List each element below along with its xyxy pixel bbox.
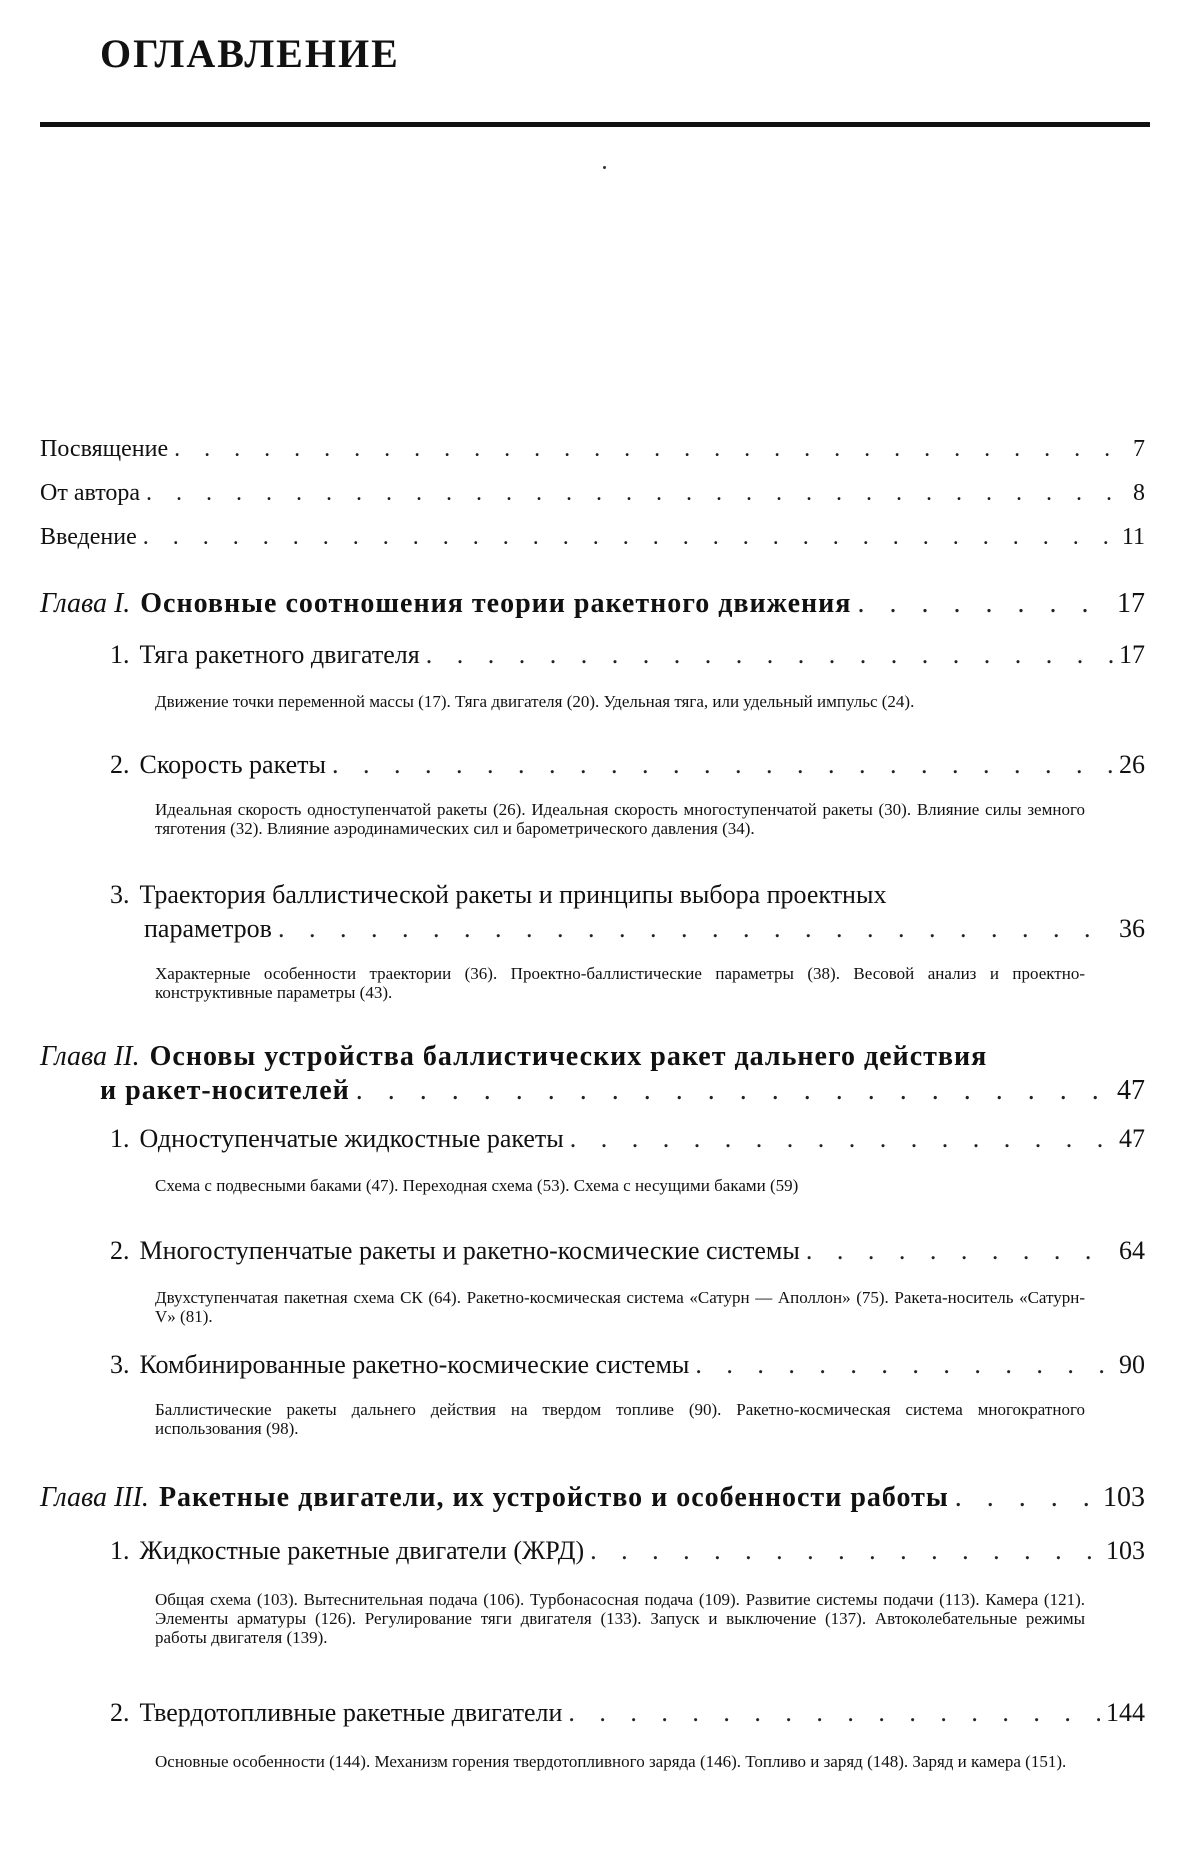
section-page: 26 (1119, 750, 1145, 779)
section-description: Схема с подвесными баками (47). Переходная схема (53). Схема с несущими баками (59) (155, 1176, 799, 1195)
leader-dots (143, 524, 1116, 551)
section-number: 2. (110, 750, 130, 779)
section-page: 103 (1106, 1536, 1145, 1565)
section-title-line1: Траектория баллистической ракеты и принципы выбора проектных (139, 880, 887, 909)
section-page: 90 (1119, 1350, 1145, 1379)
toc-section-1-2[interactable] (110, 750, 1145, 780)
toc-entry-dedication[interactable] (40, 436, 1145, 463)
section-title: Многоступенчатые ракеты и ракетно-космические системы (139, 1236, 800, 1265)
leader-dots (146, 480, 1127, 507)
section-description: Баллистические ракеты дальнего действия на твердом топливе (90). Ракетно-космическая система многократного использования (98). (155, 1400, 1085, 1438)
section-number: 1. (110, 1124, 130, 1153)
chapter-title-line2: и ракет-носителей (100, 1075, 350, 1106)
leader-dots (426, 640, 1113, 670)
leader-dots (278, 912, 1113, 946)
chapter-prefix: Глава II. (40, 1041, 140, 1072)
leader-dots (570, 1124, 1113, 1154)
leader-dots (174, 436, 1127, 463)
toc-section-1-3[interactable] (110, 878, 1145, 946)
section-number: 1. (110, 1536, 130, 1565)
toc-chapter-2[interactable] (40, 1040, 1145, 1108)
toc-entry-title: От автора (40, 480, 141, 506)
section-page: 36 (1119, 914, 1145, 943)
leader-dots (332, 750, 1113, 780)
toc-entry-page: 11 (1121, 524, 1145, 550)
section-page: 144 (1106, 1698, 1145, 1727)
toc-chapter-1[interactable] (40, 588, 1145, 620)
section-page: 64 (1119, 1236, 1145, 1265)
toc-section-2-3[interactable] (110, 1350, 1145, 1380)
leader-dots (806, 1236, 1113, 1266)
section-number: 2. (110, 1236, 130, 1265)
section-number: 1. (110, 640, 130, 669)
print-speck (603, 166, 606, 169)
leader-dots (857, 588, 1111, 620)
section-description: Двухступенчатая пакетная схема СК (64). Ракетно-космическая система «Сатурн — Аполлон» (75). Ракета-носитель «Сатурн-V» (81). (155, 1288, 1085, 1326)
chapter-page: 17 (1117, 588, 1145, 619)
section-description: Общая схема (103). Вытеснительная подача (106). Турбонасосная подача (109). Развитие системы подачи (113). Камера (121). Элементы арматуры (126). Регулирование тяги двигателя (133). Запуск и выключение (137). Автоколебательные режимы работы двигателя (139). (155, 1590, 1085, 1647)
chapter-page: 47 (1117, 1075, 1145, 1106)
section-title: Комбинированные ракетно-космические системы (139, 1350, 690, 1379)
section-number: 2. (110, 1698, 130, 1727)
section-number: 3. (110, 1350, 130, 1379)
toc-entry-page: 8 (1133, 480, 1145, 506)
section-title-line2: параметров (144, 914, 272, 943)
chapter-prefix: Глава III. (40, 1482, 149, 1513)
page-heading: ОГЛАВЛЕНИЕ (100, 31, 400, 76)
toc-entry-from-author[interactable] (40, 480, 1145, 507)
section-title: Одноступенчатые жидкостные ракеты (139, 1124, 564, 1153)
chapter-page: 103 (1103, 1482, 1145, 1513)
chapter-title: Основные соотношения теории ракетного движения (140, 588, 852, 619)
chapter-title-line1: Основы устройства баллистических ракет дальнего действия (149, 1041, 988, 1072)
section-title: Жидкостные ракетные двигатели (ЖРД) (139, 1536, 585, 1565)
section-description: Движение точки переменной массы (17). Тяга двигателя (20). Удельная тяга, или удельный импульс (24). (155, 692, 915, 711)
toc-section-1-1[interactable] (110, 640, 1145, 670)
section-page: 47 (1119, 1124, 1145, 1153)
leader-dots (568, 1698, 1100, 1728)
toc-entry-page: 7 (1133, 436, 1145, 462)
toc-section-3-2[interactable] (110, 1698, 1145, 1728)
section-title: Твердотопливные ракетные двигатели (139, 1698, 563, 1727)
section-description: Идеальная скорость одноступенчатой ракеты (26). Идеальная скорость многоступенчатой ракеты (30). Влияние силы земного тяготения (32). Влияние аэродинамических сил и барометрического давления (34). (155, 800, 1085, 838)
section-description: Основные особенности (144). Механизм горения твердотопливного заряда (146). Топливо и заряд (148). Заряд и камера (151). (155, 1752, 1067, 1771)
section-number: 3. (110, 880, 130, 909)
leader-dots (356, 1074, 1111, 1108)
toc-section-2-2[interactable] (110, 1236, 1145, 1266)
leader-dots (695, 1350, 1113, 1380)
toc-entry-introduction[interactable] (40, 524, 1145, 551)
toc-entry-title: Посвящение (40, 436, 169, 462)
leader-dots (955, 1482, 1097, 1514)
section-description: Характерные особенности траектории (36). Проектно-баллистические параметры (38). Весовой анализ и проектно-конструктивные параметры (43). (155, 964, 1085, 1002)
section-title: Скорость ракеты (139, 750, 326, 779)
toc-chapter-3[interactable] (40, 1482, 1145, 1514)
chapter-prefix: Глава I. (40, 588, 131, 619)
section-page: 17 (1119, 640, 1145, 669)
chapter-title: Ракетные двигатели, их устройство и особенности работы (158, 1482, 949, 1513)
toc-section-2-1[interactable] (110, 1124, 1145, 1154)
toc-entry-title: Введение (40, 524, 137, 550)
leader-dots (590, 1536, 1100, 1566)
section-title: Тяга ракетного двигателя (139, 640, 420, 669)
heading-rule (40, 122, 1150, 127)
toc-section-3-1[interactable] (110, 1536, 1145, 1566)
